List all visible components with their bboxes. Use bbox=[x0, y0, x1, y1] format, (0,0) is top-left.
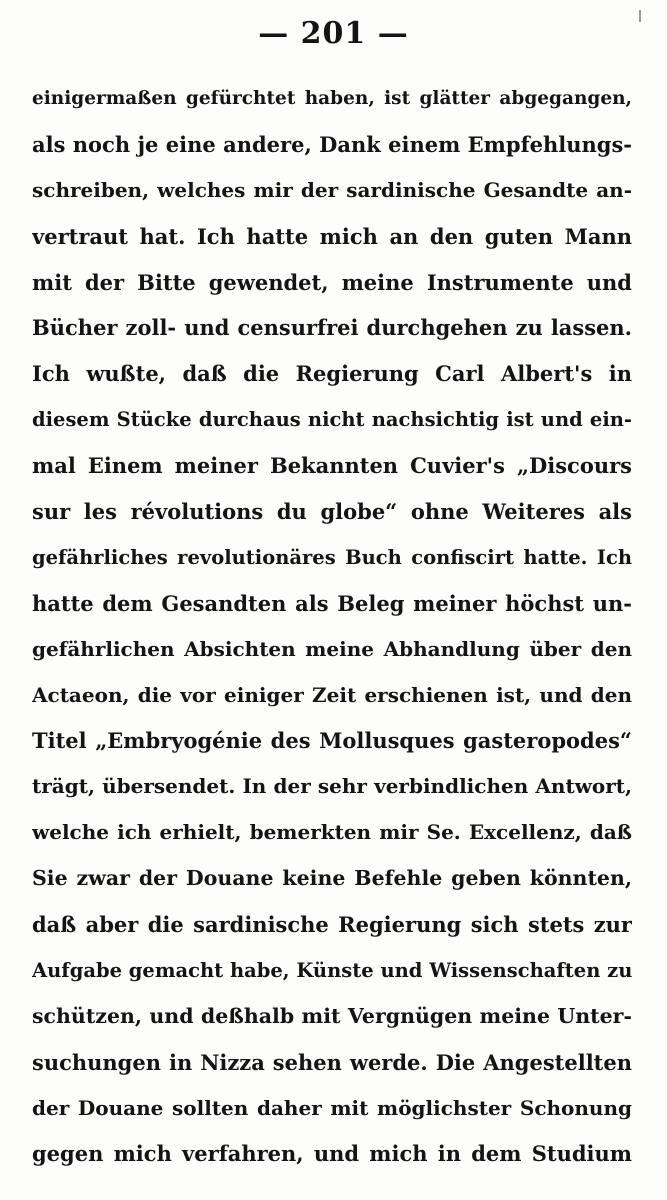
text-line: gefährlichen Absichten meine Abhandlung über den bbox=[32, 636, 632, 661]
text-line: der Douane sollten daher mit möglichster Schonung bbox=[32, 1095, 632, 1120]
body-text bbox=[32, 76, 632, 1177]
text-line: sur les révolutions du globe“ ohne Weiteres als bbox=[32, 499, 632, 525]
text-line: Aufgabe gemacht habe, Künste und Wissenschaften zu bbox=[32, 958, 632, 982]
text-line: gefährliches revolutionäres Buch confiscirt hatte. Ich bbox=[32, 545, 632, 569]
page-number: — 201 — bbox=[258, 16, 409, 51]
text-line: Sie zwar der Douane keine Befehle geben könnten, bbox=[32, 866, 632, 891]
text-line: hatte dem Gesandten als Beleg meiner höchst un- bbox=[32, 590, 632, 616]
text-line: gegen mich verfahren, und mich in dem Studium bbox=[32, 1141, 632, 1167]
text-line: daß aber die sardinische Regierung sich stets zur bbox=[32, 912, 632, 938]
text-line: mal Einem meiner Bekannten Cuvier's „Discours bbox=[32, 453, 632, 479]
text-line: welche ich erhielt, bemerkten mir Se. Excellenz, daß bbox=[32, 820, 632, 845]
text-line: Ich wußte, daß die Regierung Carl Albert's in bbox=[32, 361, 632, 387]
text-line: suchungen in Nizza sehen werde. Die Angestellten bbox=[32, 1049, 632, 1075]
text-line: mit der Bitte gewendet, meine Instrumente und bbox=[32, 269, 632, 295]
text-line: Actaeon, die vor einiger Zeit erschienen ist, und den bbox=[32, 682, 632, 707]
text-line: schützen, und deßhalb mit Vergnügen meine Unter- bbox=[32, 1003, 632, 1028]
text-line: diesem Stücke durchaus nicht nachsichtig ist und ein- bbox=[32, 408, 632, 432]
text-line: Bücher zoll- und censurfrei durchgehen zu lassen. bbox=[32, 315, 632, 341]
text-line: einigermaßen gefürchtet haben, ist glätter abgegangen, bbox=[32, 88, 632, 109]
text-line: als noch je eine andere, Dank einem Empfehlungs- bbox=[32, 131, 632, 157]
text-line: schreiben, welches mir der sardinische Gesandte an- bbox=[32, 177, 632, 202]
text-line: trägt, übersendet. In der sehr verbindlichen Antwort, bbox=[32, 774, 632, 799]
text-line: vertraut hat. Ich hatte mich an den guten Mann bbox=[32, 223, 632, 249]
text-line: Titel „Embryogénie des Mollusques gasteropodes“ bbox=[32, 728, 632, 754]
